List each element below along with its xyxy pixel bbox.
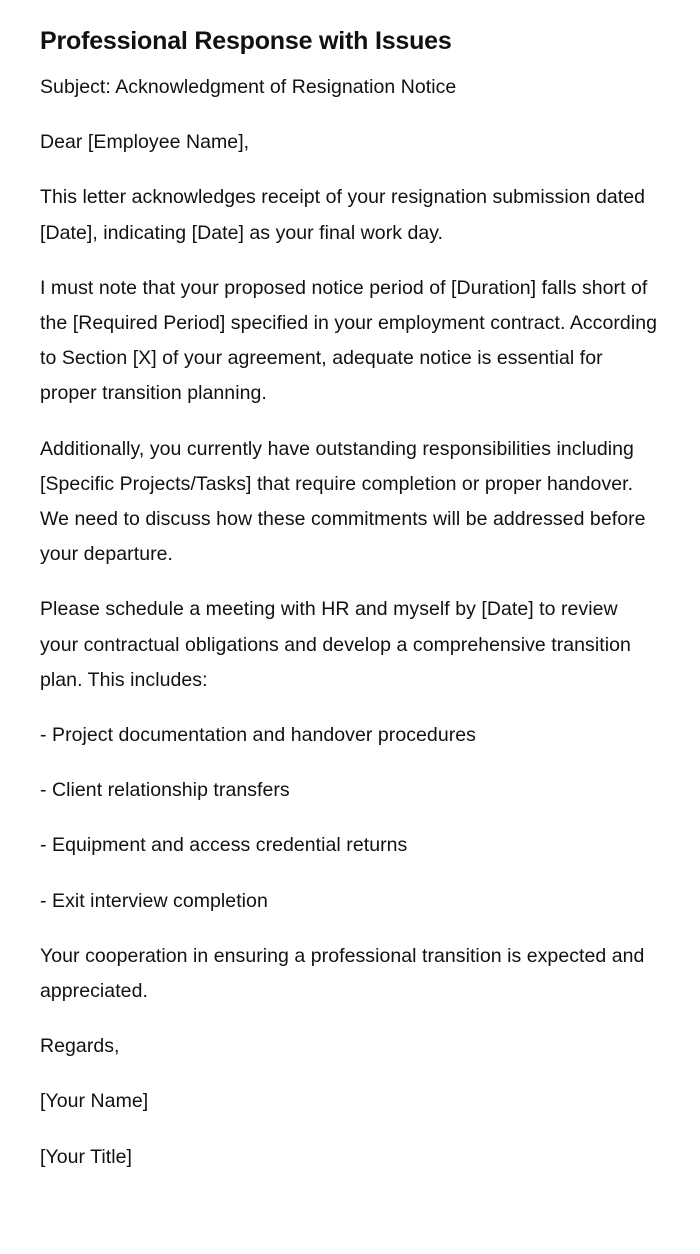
signature-name: [Your Name] xyxy=(40,1090,149,1113)
signature-title: [Your Title] xyxy=(40,1145,133,1168)
list-item: - Project documentation and handover procedures xyxy=(40,724,476,747)
paragraph-notice-period: I must note that your proposed notice period of [Duration] falls short of the [Required Period] specified in your employment contract. According to Section [X] of your agreement, adequate notice is essential for proper transition planning. xyxy=(40,276,657,405)
sign-off: Regards, xyxy=(40,1035,120,1058)
paragraph-responsibilities: Additionally, you currently have outstanding responsibilities including [Specific Projects/Tasks] that require completion or proper handover. We need to discuss how these commitments will be addressed before your departure. xyxy=(40,437,646,566)
paragraph-meeting: Please schedule a meeting with HR and myself by [Date] to review your contractual obligations and develop a comprehensive transition plan. This includes: xyxy=(40,598,631,691)
closing-paragraph: Your cooperation in ensuring a professional transition is expected and appreciated. xyxy=(40,944,645,1003)
list-item: - Exit interview completion xyxy=(40,889,268,912)
document-title: Professional Response with Issues xyxy=(40,27,452,55)
subject-line: Subject: Acknowledgment of Resignation Notice xyxy=(40,76,457,98)
salutation: Dear [Employee Name], xyxy=(40,131,250,154)
paragraph-receipt: This letter acknowledges receipt of your resignation submission dated [Date], indicating [Date] as your final work day. xyxy=(40,186,646,244)
list-item: - Equipment and access credential returns xyxy=(40,834,408,857)
list-item: - Client relationship transfers xyxy=(40,779,290,802)
